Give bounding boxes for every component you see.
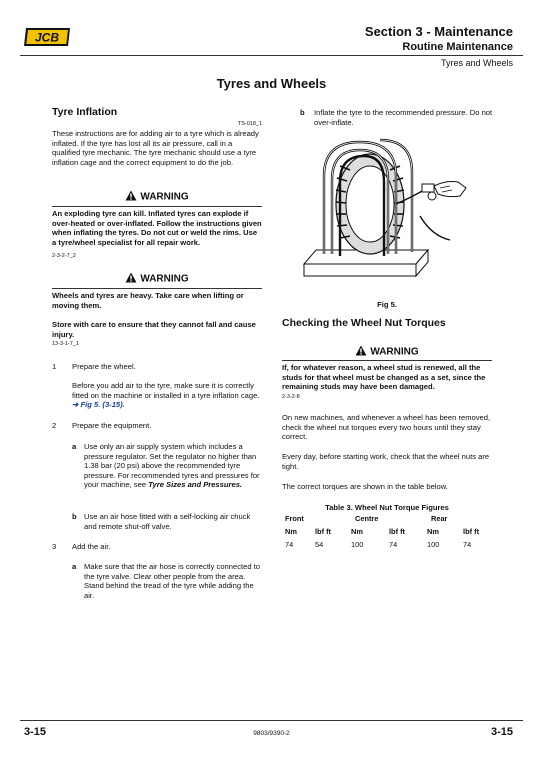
fig-5-link[interactable]: ➔ Fig 5. (3-15). <box>72 400 125 410</box>
warning-2-text-2: Store with care to ensure that they cannot fall and cause injury. <box>52 320 256 339</box>
jcb-logo <box>22 26 72 48</box>
table-group-row <box>285 512 497 525</box>
warning-1-text: An exploding tyre can kill. Inflated tyres can explode if over-heated or over-inflated. Follow the instructions given when inflating the tyres. Do not cut or weld the rims. Use a tyre/wheel specialist for all repair work. <box>52 209 262 247</box>
footer-page-left: 3-15 <box>24 726 47 738</box>
value-cell: 100 <box>351 540 364 549</box>
unit-cell: Nm <box>285 527 297 536</box>
step-2b-text: Use an air hose fitted with a self-locking air chuck and remote shut-off valve. <box>84 512 251 531</box>
value-cell: 74 <box>285 540 294 549</box>
ref-code: TS-018_1 <box>237 121 262 127</box>
step-1-text: Before you add air to the tyre, make sure it is correctly fitted on the machine or installed in a tyre inflation cage. ➔ Fig 5. (3-15). <box>72 381 260 410</box>
warning-3-title: WARNING <box>282 345 492 359</box>
warning-2-code: 13-3-1-7_1 <box>52 341 79 347</box>
value-cell: 74 <box>389 540 398 549</box>
group-centre: Centre <box>355 514 379 523</box>
step-b-letter: b <box>300 108 305 117</box>
unit-cell: Nm <box>427 527 439 536</box>
step-2b-letter: b <box>72 512 77 521</box>
value-cell: 54 <box>315 540 324 549</box>
step-2-title: Prepare the equipment. <box>72 421 152 430</box>
step-3a-text: Make sure that the air hose is correctly connected to the tyre valve. Clear other people from the area. Stand behind the tread of the tyre while adding the air. <box>84 562 261 600</box>
step-b-text: Inflate the tyre to the recommended pressure. Do not over-inflate. <box>314 108 493 127</box>
warning-2-title: WARNING <box>52 272 262 286</box>
figure-caption: Fig 5. <box>377 300 397 309</box>
warning-icon <box>125 190 137 204</box>
warning-3-text: If, for whatever reason, a wheel stud is renewed, all the studs for that wheel must be changed as a set, since the remaining studs may have been damaged. <box>282 363 486 392</box>
wheel-nut-heading: Checking the Wheel Nut Torques <box>282 317 446 329</box>
group-rear: Rear <box>431 514 448 523</box>
warning-3-rule <box>282 360 492 361</box>
warning-2-text-1: Wheels and tyres are heavy. Take care when lifting or moving them. <box>52 291 244 310</box>
value-cell: 74 <box>463 540 472 549</box>
torque-paragraph-2: Every day, before starting work, check that the wheel nuts are tight. <box>282 452 490 471</box>
step-2a-letter: a <box>72 442 77 451</box>
value-cell: 100 <box>427 540 440 549</box>
torque-paragraph-3: The correct torques are shown in the table below. <box>282 482 448 491</box>
warning-1-title: WARNING <box>52 190 262 204</box>
unit-cell: lbf ft <box>463 527 480 536</box>
step-1-title: Prepare the wheel. <box>72 362 136 371</box>
intro-paragraph: These instructions are for adding air to a tyre which is already inflated. If the tyre has lost all its air pressure, call in a qualified tyre mechanic. The tyre mechanic should use a tyre inflation cage and the correct equipment to do the job. <box>52 129 259 167</box>
warning-icon <box>125 272 137 286</box>
topic-title: Tyres and Wheels <box>440 58 513 68</box>
unit-cell: Nm <box>351 527 363 536</box>
step-3-title: Add the air. <box>72 542 111 551</box>
footer-page-right: 3-15 <box>490 726 513 738</box>
warning-2-rule <box>52 288 262 289</box>
tyre-inflation-cage-illustration <box>300 136 470 296</box>
unit-cell: lbf ft <box>389 527 406 536</box>
warning-1-rule <box>52 206 262 207</box>
table-row <box>285 538 497 551</box>
subsection-title: Routine Maintenance <box>402 41 513 53</box>
step-3a-letter: a <box>72 562 77 571</box>
svg-text:JCB: JCB <box>34 30 60 45</box>
table-caption: Table 3. Wheel Nut Torque Figures <box>325 503 449 512</box>
warning-icon <box>355 345 367 359</box>
warning-3-code: 2-3-2-8 <box>282 394 300 400</box>
tyre-sizes-reference[interactable]: Tyre Sizes and Pressures. <box>148 480 243 490</box>
unit-cell: lbf ft <box>315 527 332 536</box>
step-1-number: 1 <box>52 362 57 371</box>
warning-1-code: 2-3-2-7_2 <box>52 253 76 259</box>
page-title: Tyres and Wheels <box>216 76 327 91</box>
step-2a-text: Use only an air supply system which includes a pressure regulator. Set the regulator no higher than 1.38 bar (20 psi) above the recommended tyre pressure. For recommended tyres and pressures for your machine, see Tyre Sizes and Pressures. <box>84 442 260 490</box>
header-rule <box>20 55 523 56</box>
torque-paragraph-1: On new machines, and whenever a wheel has been removed, check the wheel nut torques every two hours until they stay correct. <box>282 413 491 442</box>
torque-table <box>285 512 497 551</box>
footer-doc-number: 9803/9390-2 <box>253 730 290 737</box>
table-unit-row <box>285 525 497 538</box>
footer-rule <box>20 720 523 721</box>
step-2-number: 2 <box>52 421 57 430</box>
step-3-number: 3 <box>52 542 57 551</box>
section-title: Section 3 - Maintenance <box>364 24 513 39</box>
tyre-inflation-heading: Tyre Inflation <box>52 106 118 118</box>
group-front: Front <box>285 514 304 523</box>
